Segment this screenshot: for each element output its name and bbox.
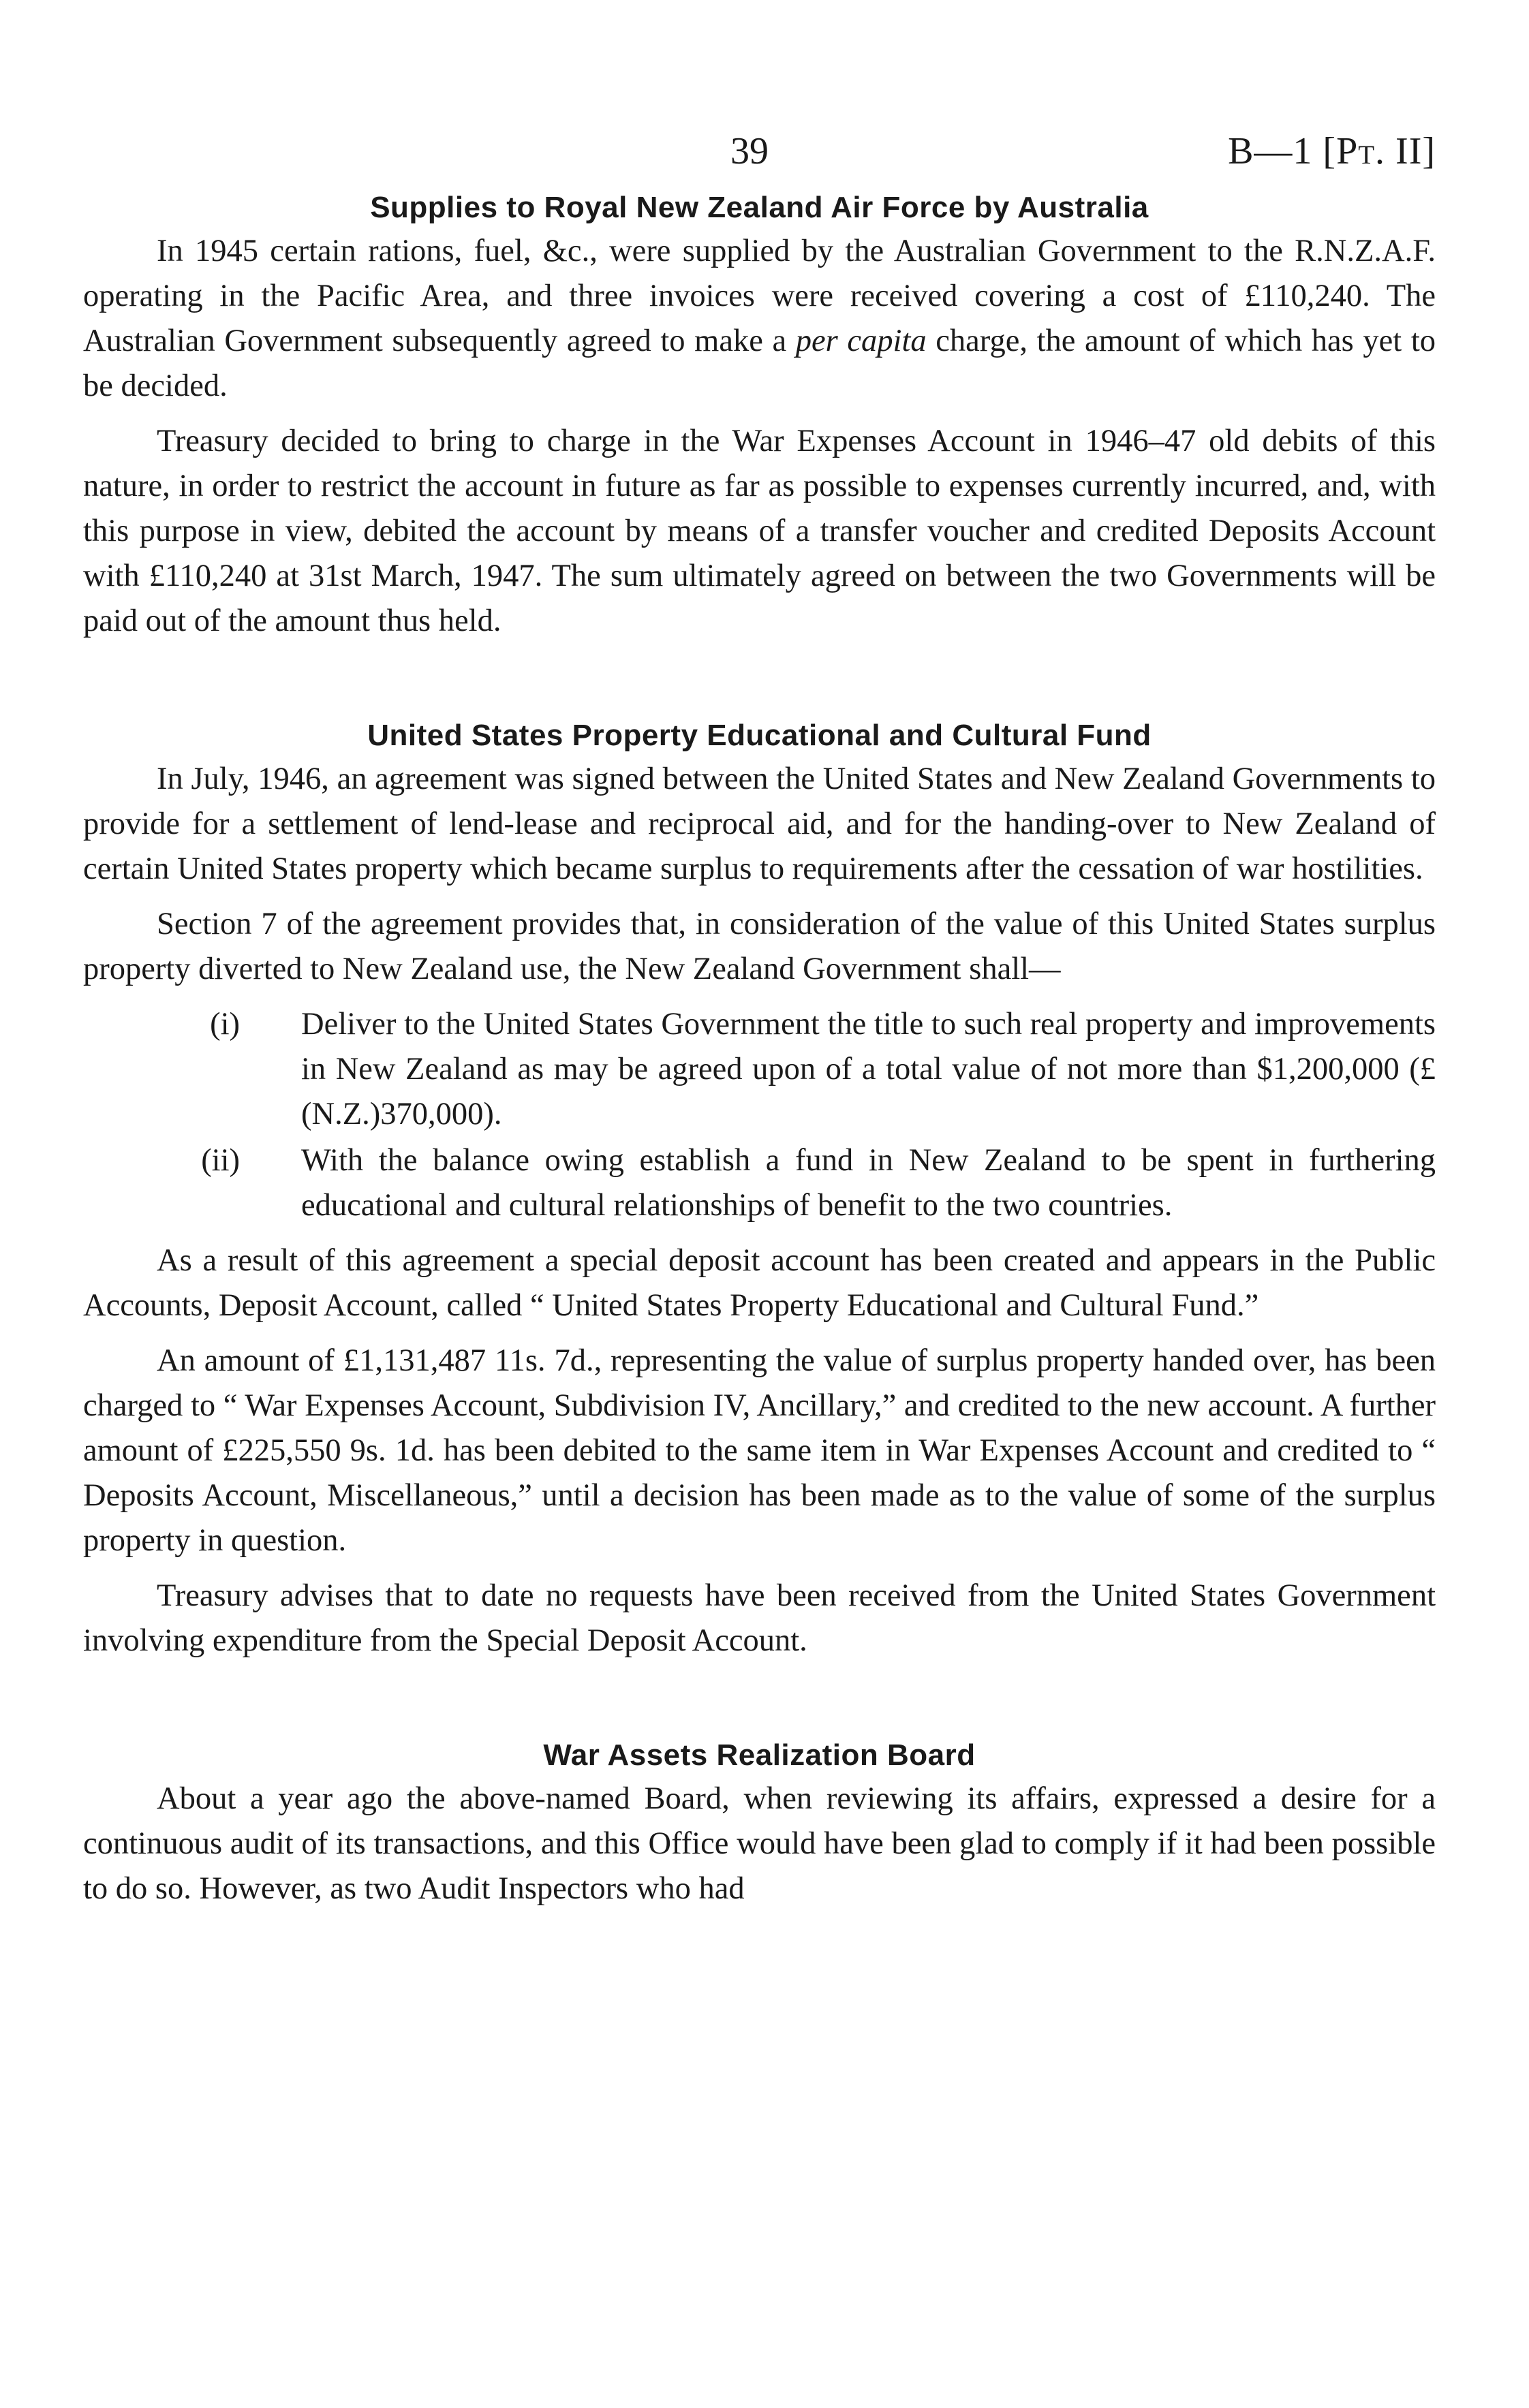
list-item-text: Deliver to the United States Government the title to such real property and improvements in New Zealand as may be agreed upon of a total value of not more than $1,200,000 (£(N.Z.)370,000). [301, 1007, 1436, 1131]
list-item [179, 1002, 1436, 1137]
italic-term: per capita [795, 324, 927, 358]
section-heading: Supplies to Royal New Zealand Air Force by Australia [370, 191, 1149, 224]
list-marker: (i) [210, 1007, 240, 1042]
parl-ref-suffix: ] [1422, 130, 1436, 172]
paragraph: An amount of £1,131,487 11s. 7d., representing the value of surplus property handed over, has been charged to “ War Expenses Account, Subdivision IV, Ancillary,” and credited to the new account. A further amount of £225,550 9s. 1d. has been debited to the same item in War Expenses Account and credited to “ Deposits Account, Miscellaneous,” until a decision has been made as to the value of some of the surplus property in question. [83, 1343, 1436, 1558]
agreement-list [179, 1002, 1436, 1228]
section-raf-supplies [83, 191, 1436, 644]
section-us-property-fund [83, 719, 1436, 1663]
parl-ref-prefix: B—1 [ [1228, 130, 1337, 172]
parl-ref-part: Pt. II [1336, 130, 1423, 172]
paragraph: In July, 1946, an agreement was signed between the United States and New Zealand Governments to provide for a settlement of lend-lease and reciprocal aid, and for the handing-over to New Zealand of certain United States property which became surplus to requirements after the cessation of war hostilities. [83, 762, 1436, 886]
paragraph: As a result of this agreement a special deposit account has been created and appears in the Public Accounts, Deposit Account, called “ United States Property Educational and Cultural Fund.” [83, 1243, 1436, 1323]
page-number: 39 [730, 130, 769, 172]
paragraph-text: In 1945 certain rations, fuel, &c., were supplied by the Australian Government to the R.N.Z.A.F. operating in the Pacific Area, and three invoices were received covering a cost of £110,240. The Australian Government subsequently agreed to make a [83, 234, 1436, 358]
page-header [83, 129, 1436, 191]
list-item-text: With the balance owing establish a fund in New Zealand to be spent in furthering educational and cultural relationships of benefit to the two countries. [301, 1143, 1436, 1223]
section-heading: United States Property Educational and Cultural Fund [367, 719, 1152, 752]
paragraph: About a year ago the above-named Board, when reviewing its affairs, expressed a desire for a continuous audit of its transactions, and this Office would have been glad to comply if it had been possible to do so. However, as two Audit Inspectors who had [83, 1781, 1436, 1906]
list-marker: (ii) [201, 1143, 240, 1178]
list-item [179, 1138, 1436, 1228]
document-page [83, 129, 1436, 1911]
paragraph: Treasury advises that to date no requests have been received from the United States Government involving expenditure from the Special Deposit Account. [83, 1578, 1436, 1658]
section-war-assets-board [83, 1738, 1436, 1911]
paragraph: Section 7 of the agreement provides that, in consideration of the value of this United States surplus property diverted to New Zealand use, the New Zealand Government shall— [83, 907, 1436, 986]
section-heading: War Assets Realization Board [543, 1738, 976, 1772]
paragraph: Treasury decided to bring to charge in the War Expenses Account in 1946–47 old debits of this nature, in order to restrict the account in future as far as possible to expenses currently incurred, and, with this purpose in view, debited the account by means of a transfer voucher and credited Deposits Account with £110,240 at 31st March, 1947. The sum ultimately agreed on between the two Governments will be paid out of the amount thus held. [83, 424, 1436, 638]
paragraph [83, 229, 1436, 409]
parliamentary-paper-reference [1228, 129, 1436, 173]
paragraph-text: charge, the amount of which has yet to be decided. [83, 324, 1436, 403]
